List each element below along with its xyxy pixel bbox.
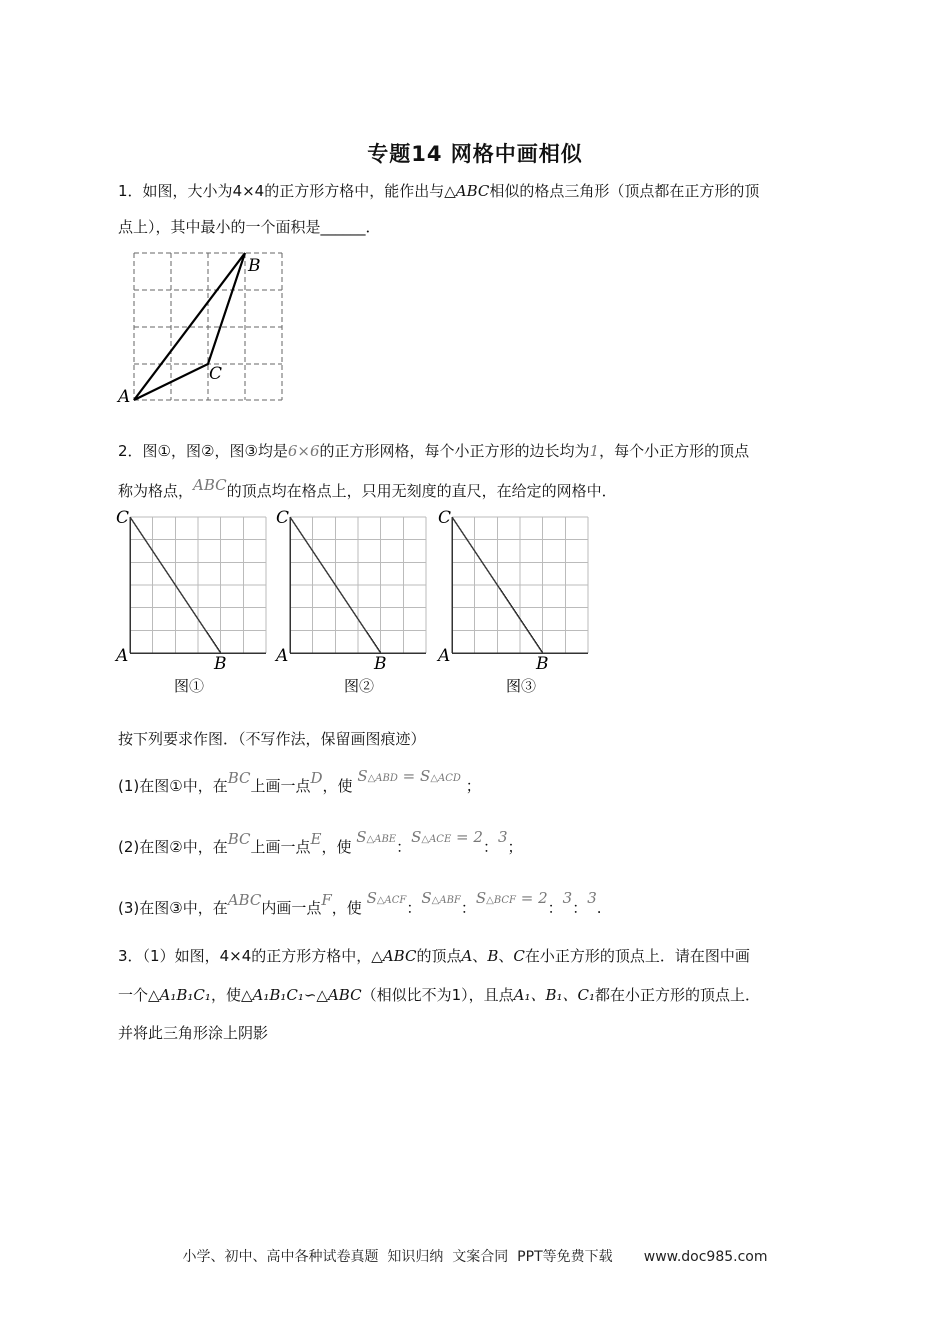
question-1-figure [110,245,300,410]
fig1-label-a: A [116,646,129,666]
question-3-number: 3． [118,947,143,965]
fig1-label-b: B [214,654,227,674]
question-2-line-2: 称为格点，ABC的顶点均在格点上，只用无刻度的直尺，在给定的网格中． [118,476,617,500]
figure-1 [114,508,266,695]
question-1-line-1: 1．如图，大小为4×4的正方形方格中，能作出与△ABC相似的格点三角形（顶点都在正方形的顶 [118,182,760,200]
fig2-label-a: A [276,646,289,666]
label-c: C [209,364,223,384]
question-2-number: 2． [118,442,143,460]
fig1-caption: 图① [174,677,205,695]
figure-2 [274,508,426,695]
question-2-figures [110,505,610,700]
question-1-number: 1． [118,182,143,200]
question-1-line-2: 点上），其中最小的一个面积是______． [118,218,381,236]
fig2-label-c: C [276,508,290,528]
question-3-line-1: 3．（1）如图，4×4的正方形方格中，△ABC的顶点A、B、C在小正方形的顶点上．请在图中画 [118,947,750,965]
fig2-label-b: B [374,654,387,674]
fig3-label-b: B [536,654,549,674]
fig3-label-a: A [438,646,451,666]
question-3-line-3: 并将此三角形涂上阴影 [118,1024,269,1042]
question-3-line-2: 一个△A₁B₁C₁，使△A₁B₁C₁∽△ABC（相似比不为1），且点A₁、B₁、C₁都在小正方形的顶点上． [118,986,761,1004]
label-a: A [118,387,131,407]
question-2-part-2: (2)在图②中，在BC上画一点E，使 S△ABE：S△ACE = 2：3； [118,828,523,856]
question-2-instruction: 按下列要求作图．（不写作法，保留画图痕迹） [118,730,426,748]
question-2-part-1: (1)在图①中，在BC上画一点D，使 S△ABD = S△ACD ； [118,767,481,795]
page-footer: 小学、初中、高中各种试卷真题 知识归纳 文案合同 PPT等免费下载 www.doc985.com [182,1249,768,1265]
question-2-line-1: 2．图①，图②，图③均是6×6的正方形网格，每个小正方形的边长均为1，每个小正方形的顶点 [118,442,750,460]
fig3-label-c: C [438,508,452,528]
figure-3 [436,508,588,695]
page-title: 专题14 网格中画相似 [367,142,583,166]
fig3-caption: 图③ [506,677,537,695]
label-b: B [248,256,261,276]
fig1-label-c: C [116,508,130,528]
fig2-caption: 图② [344,677,375,695]
question-2-part-3: (3)在图③中，在ABC内画一点F，使 S△ACF：S△ABF：S△BCF = 2：3：3. [118,889,602,917]
